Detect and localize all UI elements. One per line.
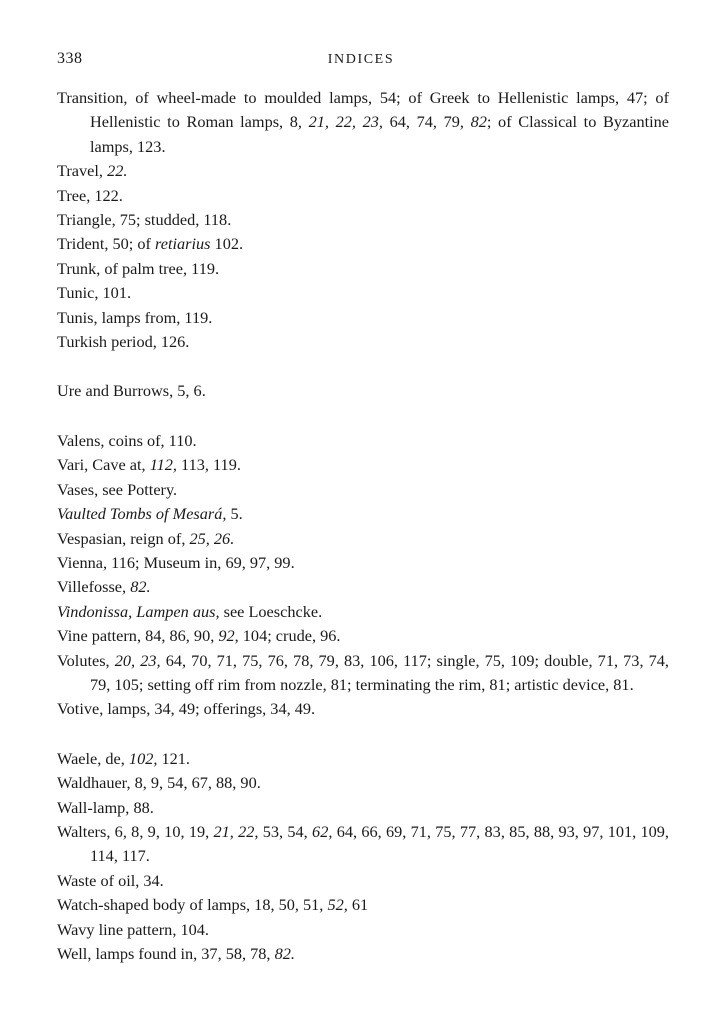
entry-italic-text: Vindonissa, Lampen aus, <box>57 601 220 621</box>
entry-text: Vine pattern, 84, 86, 90, <box>57 626 219 646</box>
index-entry <box>57 624 669 648</box>
entry-text: 104; crude, 96. <box>238 626 341 646</box>
entry-italic-text: Vaulted Tombs of Mesará, <box>57 504 227 524</box>
running-head: INDICES <box>327 52 395 67</box>
entry-text: Vari, Cave at, <box>57 455 150 475</box>
entry-text: Vases, see Pottery. <box>57 479 178 499</box>
entry-italic-text: 21, 22, <box>213 821 259 841</box>
entry-text: Tree, 122. <box>57 185 123 205</box>
entry-text: Transition, of wheel-made to moulded lamps, 54; of Greek to Hellenistic lamps, 47; of Hellenistic to Roman lamps, 8, <box>57 88 669 132</box>
entry-italic-text: 92, <box>218 626 239 646</box>
group-separator <box>57 722 669 747</box>
entry-text: Waldhauer, 8, 9, 54, 67, 88, 90. <box>57 773 261 793</box>
entry-text: 64, 66, 69, 71, 75, 77, 83, 85, 88, 93, 97, 101, 109, 114, 117. <box>90 821 670 866</box>
entry-italic-text: 25, 26. <box>189 528 235 548</box>
entry-text: Triangle, 75; studded, 118. <box>57 210 232 230</box>
index-entry <box>57 86 669 159</box>
entry-italic-text: 20, 23, <box>114 650 161 670</box>
index-entry <box>57 429 669 453</box>
entry-text: 53, 54, <box>258 821 313 841</box>
index-entry <box>57 600 669 624</box>
entry-text: Trunk, of palm tree, 119. <box>57 258 220 278</box>
entry-text: Ure and Burrows, 5, 6. <box>57 381 206 401</box>
entry-text: 64, 74, 79, <box>382 112 471 132</box>
index-entry <box>57 942 669 966</box>
entry-text: Travel, <box>57 161 108 181</box>
index-entry <box>57 747 669 771</box>
index-entry <box>57 771 669 795</box>
entry-text: Vespasian, reign of, <box>57 528 190 548</box>
entry-text: ; of Classical to Byzantine lamps, 123. <box>90 112 670 156</box>
entry-italic-text: 82 <box>470 112 487 132</box>
entry-text: Watch-shaped body of lamps, 18, 50, 51, <box>57 895 328 915</box>
entry-text: Vienna, 116; Museum in, 69, 97, 99. <box>57 552 295 572</box>
index-entry <box>57 159 669 183</box>
index-entry <box>57 257 669 281</box>
entry-text: Well, lamps found in, 37, 58, 78, <box>57 944 275 963</box>
entry-text: 113, 119. <box>176 455 241 475</box>
index-entry <box>57 330 669 354</box>
entry-text: 61 <box>347 895 369 915</box>
index-entry <box>57 893 669 917</box>
entry-text: 5. <box>226 504 243 524</box>
index-entry <box>57 869 669 893</box>
entry-italic-text: 22. <box>107 161 128 181</box>
index-entry <box>57 918 669 942</box>
entry-text: see Loeschcke. <box>219 601 323 621</box>
entry-italic-text: 62, <box>312 821 333 841</box>
entry-text: Valens, coins of, 110. <box>57 430 197 450</box>
index-entry <box>57 796 669 820</box>
index-entry <box>57 184 669 208</box>
index-entry <box>57 820 669 869</box>
index-entry <box>57 551 669 575</box>
entry-text: 64, 70, 71, 75, 76, 78, 79, 83, 106, 117; single, 75, 109; double, 71, 73, 74, 79, 105; setting off rim from nozzle, 81; terminating the rim, 81; artistic device, 81. <box>90 650 669 694</box>
group-separator <box>57 404 669 429</box>
entry-italic-text: 82. <box>274 944 295 963</box>
index-entry <box>57 575 669 599</box>
entry-italic-text: 102, <box>128 748 158 768</box>
entry-text: 121. <box>157 748 190 768</box>
entry-text: Trident, 50; of <box>57 234 155 254</box>
entry-text: Turkish period, 126. <box>57 332 190 352</box>
index-entry <box>57 208 669 232</box>
entry-italic-text: retiarius <box>155 234 211 254</box>
entry-text: Volutes, <box>57 650 115 670</box>
entry-text: Tunis, lamps from, 119. <box>57 307 213 327</box>
entry-italic-text: 112, <box>149 455 177 475</box>
index-entry <box>57 379 669 403</box>
entry-italic-text: 21, 22, 23, <box>308 112 383 132</box>
entry-italic-text: 52, <box>327 895 348 915</box>
index-entry <box>57 697 669 721</box>
entry-text: 102. <box>210 234 244 254</box>
entry-italic-text: 82. <box>130 577 151 597</box>
index-entries <box>57 86 669 966</box>
page-number: 338 <box>57 50 83 67</box>
entry-text: Villefosse, <box>57 577 131 597</box>
entry-text: Waste of oil, 34. <box>57 870 164 890</box>
index-entry <box>57 281 669 305</box>
entry-text: Walters, 6, 8, 9, 10, 19, <box>57 821 214 841</box>
index-entry <box>57 306 669 330</box>
index-entry <box>57 527 669 551</box>
entry-text: Waele, de, <box>57 748 129 768</box>
index-entry <box>57 453 669 477</box>
entry-text: Wall-lamp, 88. <box>57 797 154 817</box>
index-entry <box>57 649 669 698</box>
index-entry <box>57 478 669 502</box>
group-separator <box>57 354 669 379</box>
entry-text: Tunic, 101. <box>57 283 132 303</box>
index-entry <box>57 502 669 526</box>
entry-text: Votive, lamps, 34, 49; offerings, 34, 49. <box>57 699 316 719</box>
entry-text: Wavy line pattern, 104. <box>57 919 209 939</box>
index-entry <box>57 232 669 256</box>
